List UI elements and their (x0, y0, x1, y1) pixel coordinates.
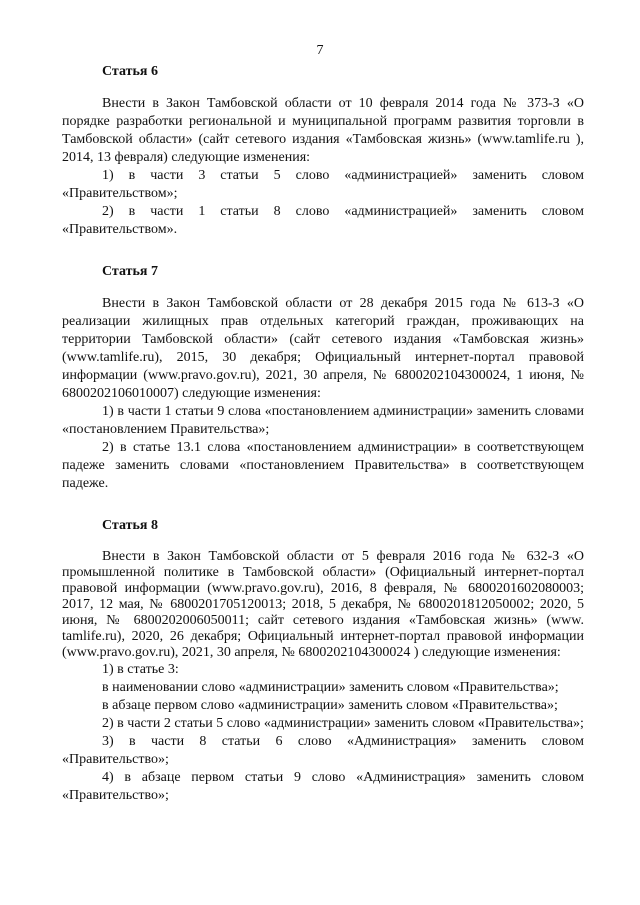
article-8 (62, 517, 584, 805)
article-heading: Статья 8 (102, 518, 158, 533)
article-paragraph: Внести в Закон Тамбовской области от 5 февраля 2016 года № 632-З «О промышленной политике в Тамбовской области» (Официальный интернет-портал правовой информации (www.pravo.gov.ru), 2016, 8 февраля, № 6800201602080003; 2017, 12 мая, № 6800201705120013; 2018, 5 декабря, № 6800201812050002; 2020, 5 июня, № 6800202006050011; сайт сетевого издания «Тамбовская жизнь» (www. tamlife.ru), 2020, 26 декабря; Официальный интернет-портал правовой информации (www.pravo.gov.ru), 2021, 30 апреля, № 6800202104300024 ) следующие изменения: (62, 549, 584, 660)
article-paragraph: 2) в части 2 статьи 5 слово «администрации» заменить словом «Правительства»; (102, 716, 584, 731)
article-paragraph: Внести в Закон Тамбовской области от 10 февраля 2014 года № 373-З «О порядке разработки региональной и муниципальной программ развития торговли в Тамбовской области» (сайт сетевого издания «Тамбовская жизнь» (www.tamlife.ru ), 2014, 13 февраля) следующие изменения: (62, 96, 584, 165)
article-paragraph: в абзаце первом слово «администрации» заменить словом «Правительства»; (102, 698, 558, 713)
article-heading: Статья 6 (102, 64, 158, 79)
article-heading: Статья 7 (102, 264, 158, 279)
article-6 (62, 63, 584, 239)
article-paragraph: 2) в статье 13.1 слова «постановлением администрации» в соответствующем падеже заменить словами «постановлением Правительства» в соответствующем падеже. (62, 440, 584, 491)
article-7 (62, 263, 584, 493)
article-paragraph: 3) в части 8 статьи 6 слово «Администрация» заменить словом «Правительство»; (62, 734, 584, 767)
article-paragraph: в наименовании слово «администрации» заменить словом «Правительства»; (102, 680, 559, 695)
article-paragraph: Внести в Закон Тамбовской области от 28 декабря 2015 года № 613-З «О реализации жилищных прав отдельных категорий граждан, проживающих на территории Тамбовской области» (сайт сетевого издания «Тамбовская жизнь» (www.tamlife.ru), 2015, 30 декабря; Официальный интернет-портал правовой информации (www.pravo.gov.ru), 2021, 30 апреля, № 6800202104300024, 1 июня, № 6800202106010007) следующие изменения: (62, 296, 584, 401)
article-paragraph: 1) в части 1 статьи 9 слова «постановлением администрации» заменить словами «постановлением Правительства»; (62, 404, 584, 437)
article-paragraph: 1) в статье 3: (102, 662, 179, 677)
article-paragraph: 2) в части 1 статьи 8 слово «администрацией» заменить словом «Правительством». (62, 204, 584, 237)
article-paragraph: 4) в абзаце первом статьи 9 слово «Администрация» заменить словом «Правительство»; (62, 770, 584, 803)
article-paragraph: 1) в части 3 статьи 5 слово «администрацией» заменить словом «Правительством»; (62, 168, 584, 201)
page-number: 7 (316, 43, 324, 58)
document-body (62, 63, 584, 805)
